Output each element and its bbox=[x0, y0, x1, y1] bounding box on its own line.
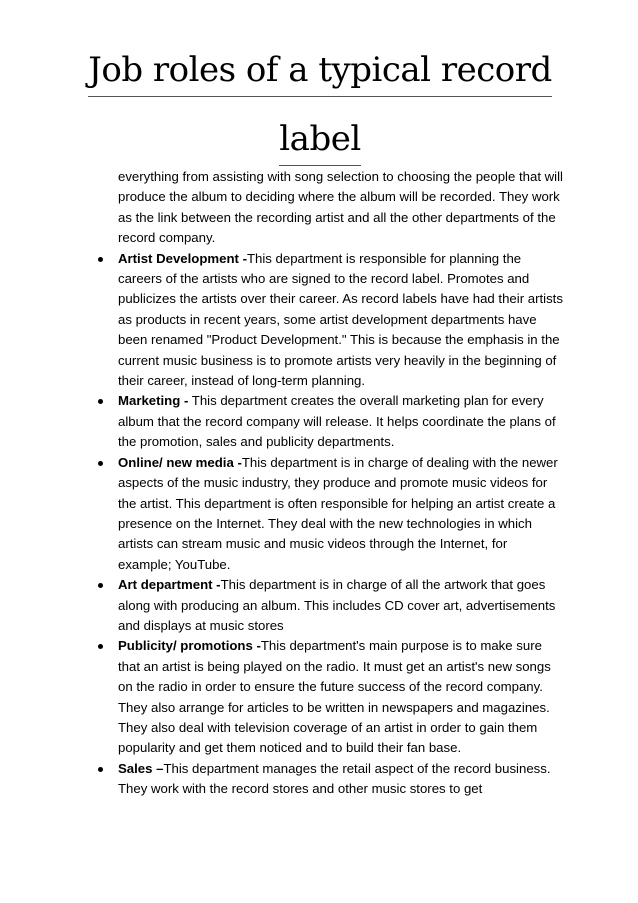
role-term: Marketing - bbox=[118, 393, 189, 409]
role-description: This department is in charge of all the artwork that goes along with producing an album. This includes CD cover art, advertisements and displays at music stores bbox=[118, 577, 556, 633]
intro-continuation: everything from assisting with song selection to choosing the people that will produce the album to deciding where the album will be recorded. They work as the link between the recording artist and all the other departments of the record company. bbox=[118, 169, 563, 246]
list-item bbox=[118, 636, 563, 758]
role-description: This department creates the overall marketing plan for every album that the record company will release. It helps coordinate the plans of the promotion, sales and publicity departments. bbox=[118, 393, 556, 450]
role-term: Art department - bbox=[118, 577, 221, 593]
body-content bbox=[118, 167, 563, 800]
list-item bbox=[118, 249, 563, 392]
list-item bbox=[118, 759, 563, 800]
role-term: Online/ new media - bbox=[118, 454, 242, 470]
bullet-icon bbox=[98, 461, 103, 466]
bullet-icon bbox=[98, 257, 103, 262]
list-item bbox=[118, 391, 563, 452]
role-description: This department is in charge of dealing with the newer aspects of the music industry, they produce and promote music videos for the artist. This department is often responsible for helping an artist create a presence on the Internet. They deal with the new technologies in which artists can stream music and music videos through the Internet, for example; YouTube. bbox=[118, 454, 558, 572]
role-term: Publicity/ promotions - bbox=[118, 638, 261, 654]
title-line-2 bbox=[60, 119, 580, 166]
role-term: Artist Development - bbox=[118, 250, 247, 266]
bullet-icon bbox=[98, 399, 103, 404]
page-title bbox=[60, 50, 580, 166]
role-description: This department is responsible for planning the careers of the artists who are signed to the record label. Promotes and publicizes the artists over their career. As record labels have had their artists as products in recent years, some artist development departments have been renamed "Product Development." This is because the emphasis in the current music business is to promote artists very heavily in the beginning of their career, instead of long-term planning. bbox=[118, 250, 563, 389]
role-description: This department's main purpose is to make sure that an artist is being played on the radio. It must get an artist's new songs on the radio in order to ensure the future success of the record company. They also arrange for articles to be written in newspapers and magazines. They also deal with television coverage of an artist in order to gain them popularity and get them noticed and to build their fan base. bbox=[118, 638, 551, 756]
bullet-icon bbox=[98, 767, 103, 772]
title-line-2-text: label bbox=[279, 119, 360, 166]
role-term: Sales – bbox=[118, 760, 164, 776]
title-line-1-text: Job roles of a typical record bbox=[88, 50, 552, 97]
list-item bbox=[118, 575, 563, 636]
list-item bbox=[118, 453, 563, 575]
bullet-icon bbox=[98, 644, 103, 649]
roles-list bbox=[118, 249, 563, 800]
title-line-1 bbox=[60, 50, 580, 97]
bullet-icon bbox=[98, 583, 103, 588]
role-description: This department manages the retail aspect of the record business. They work with the record stores and other music stores to get bbox=[118, 760, 551, 797]
